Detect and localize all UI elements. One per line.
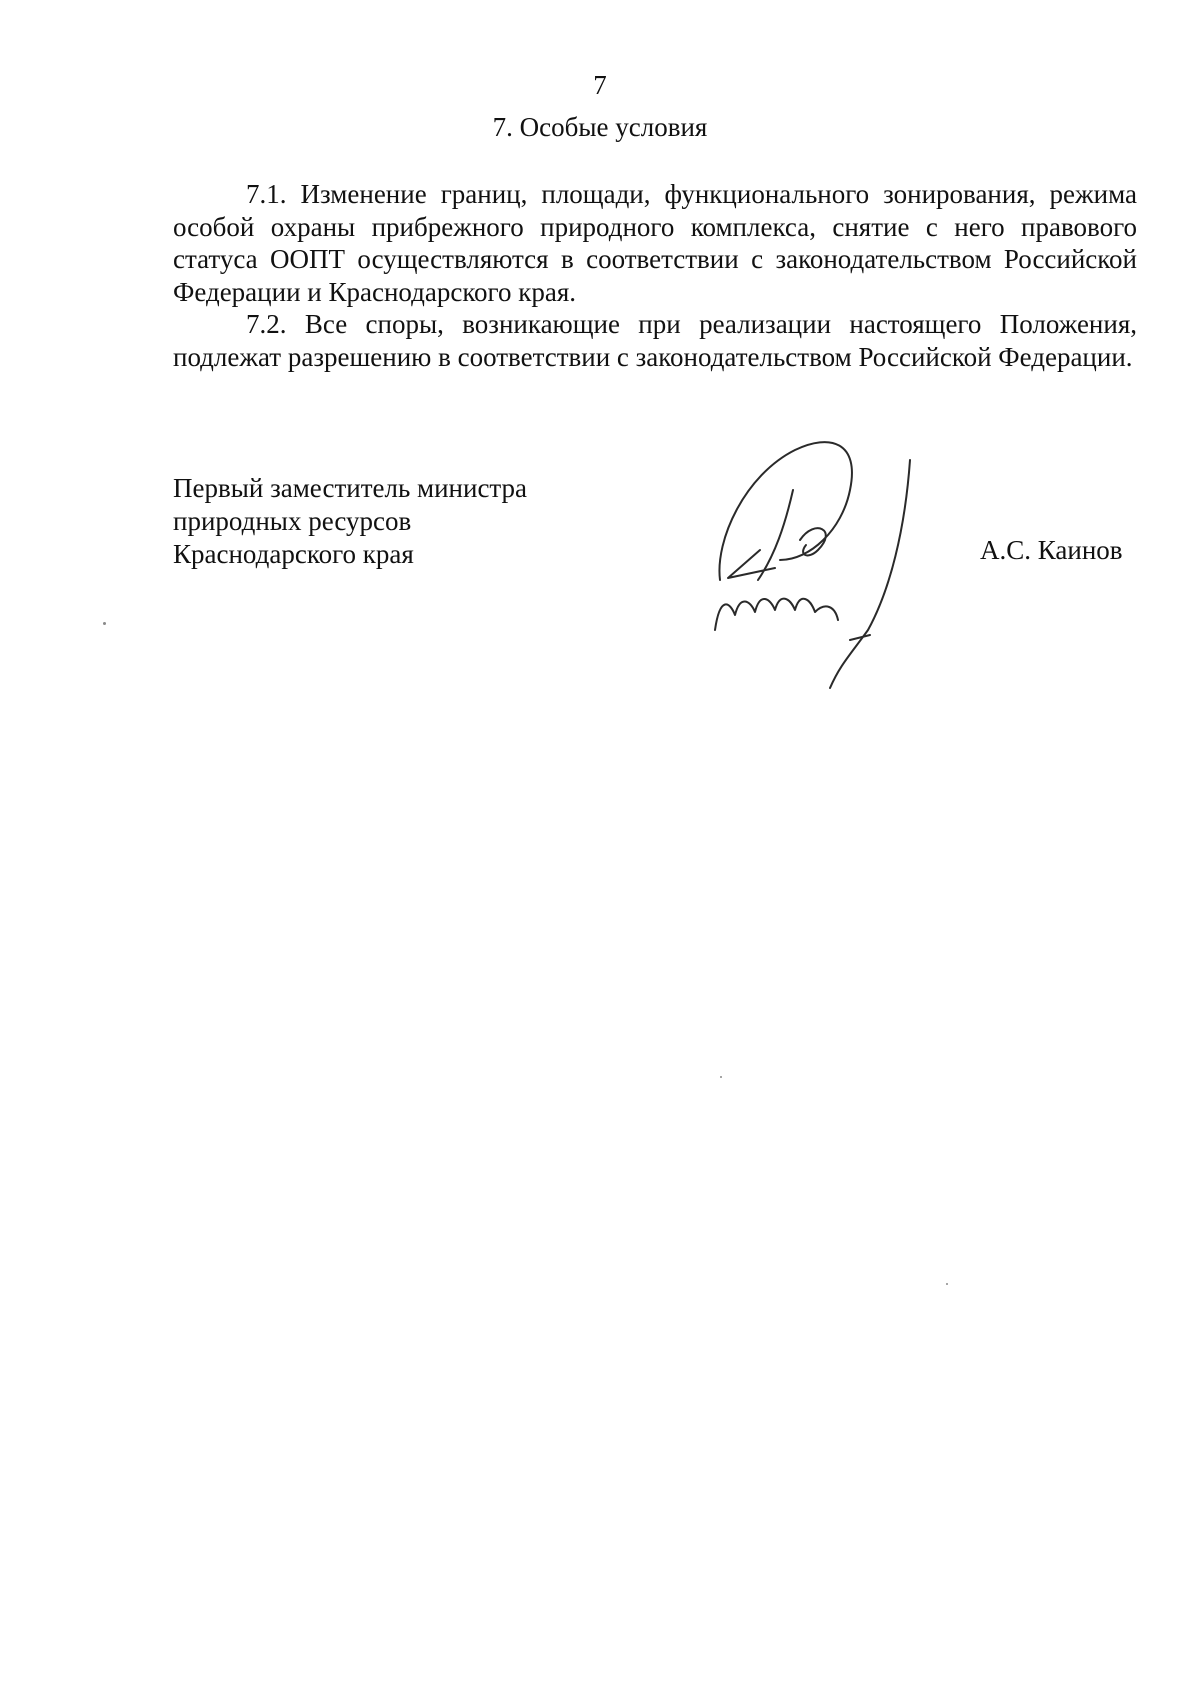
signatory-position-line: природных ресурсов (173, 506, 412, 536)
scan-speck (946, 1283, 948, 1285)
handwritten-signature (700, 430, 940, 690)
signatory-name: А.С. Каинов (980, 535, 1123, 565)
signatory-position (173, 472, 527, 571)
scan-speck (103, 622, 106, 625)
page-number: 7 (593, 70, 607, 100)
section-body (173, 178, 1137, 373)
signatory-position-line: Краснодарского края (173, 539, 414, 569)
paragraph-7-2: 7.2. Все споры, возникающие при реализации настоящего Положения, подлежат разрешению в соответствии с законодательством Российской Федерации. (173, 309, 1137, 372)
paragraph-7-1: 7.1. Изменение границ, площади, функционального зонирования, режима особой охраны прибрежного природного комплекса, снятие с него правового статуса ООПТ осуществляются в соответствии с законодательством Российской Федерации и Краснодарского края. (173, 179, 1137, 307)
scan-speck (720, 1076, 722, 1078)
section-heading: 7. Особые условия (492, 112, 708, 142)
signatory-position-line: Первый заместитель министра (173, 473, 528, 503)
